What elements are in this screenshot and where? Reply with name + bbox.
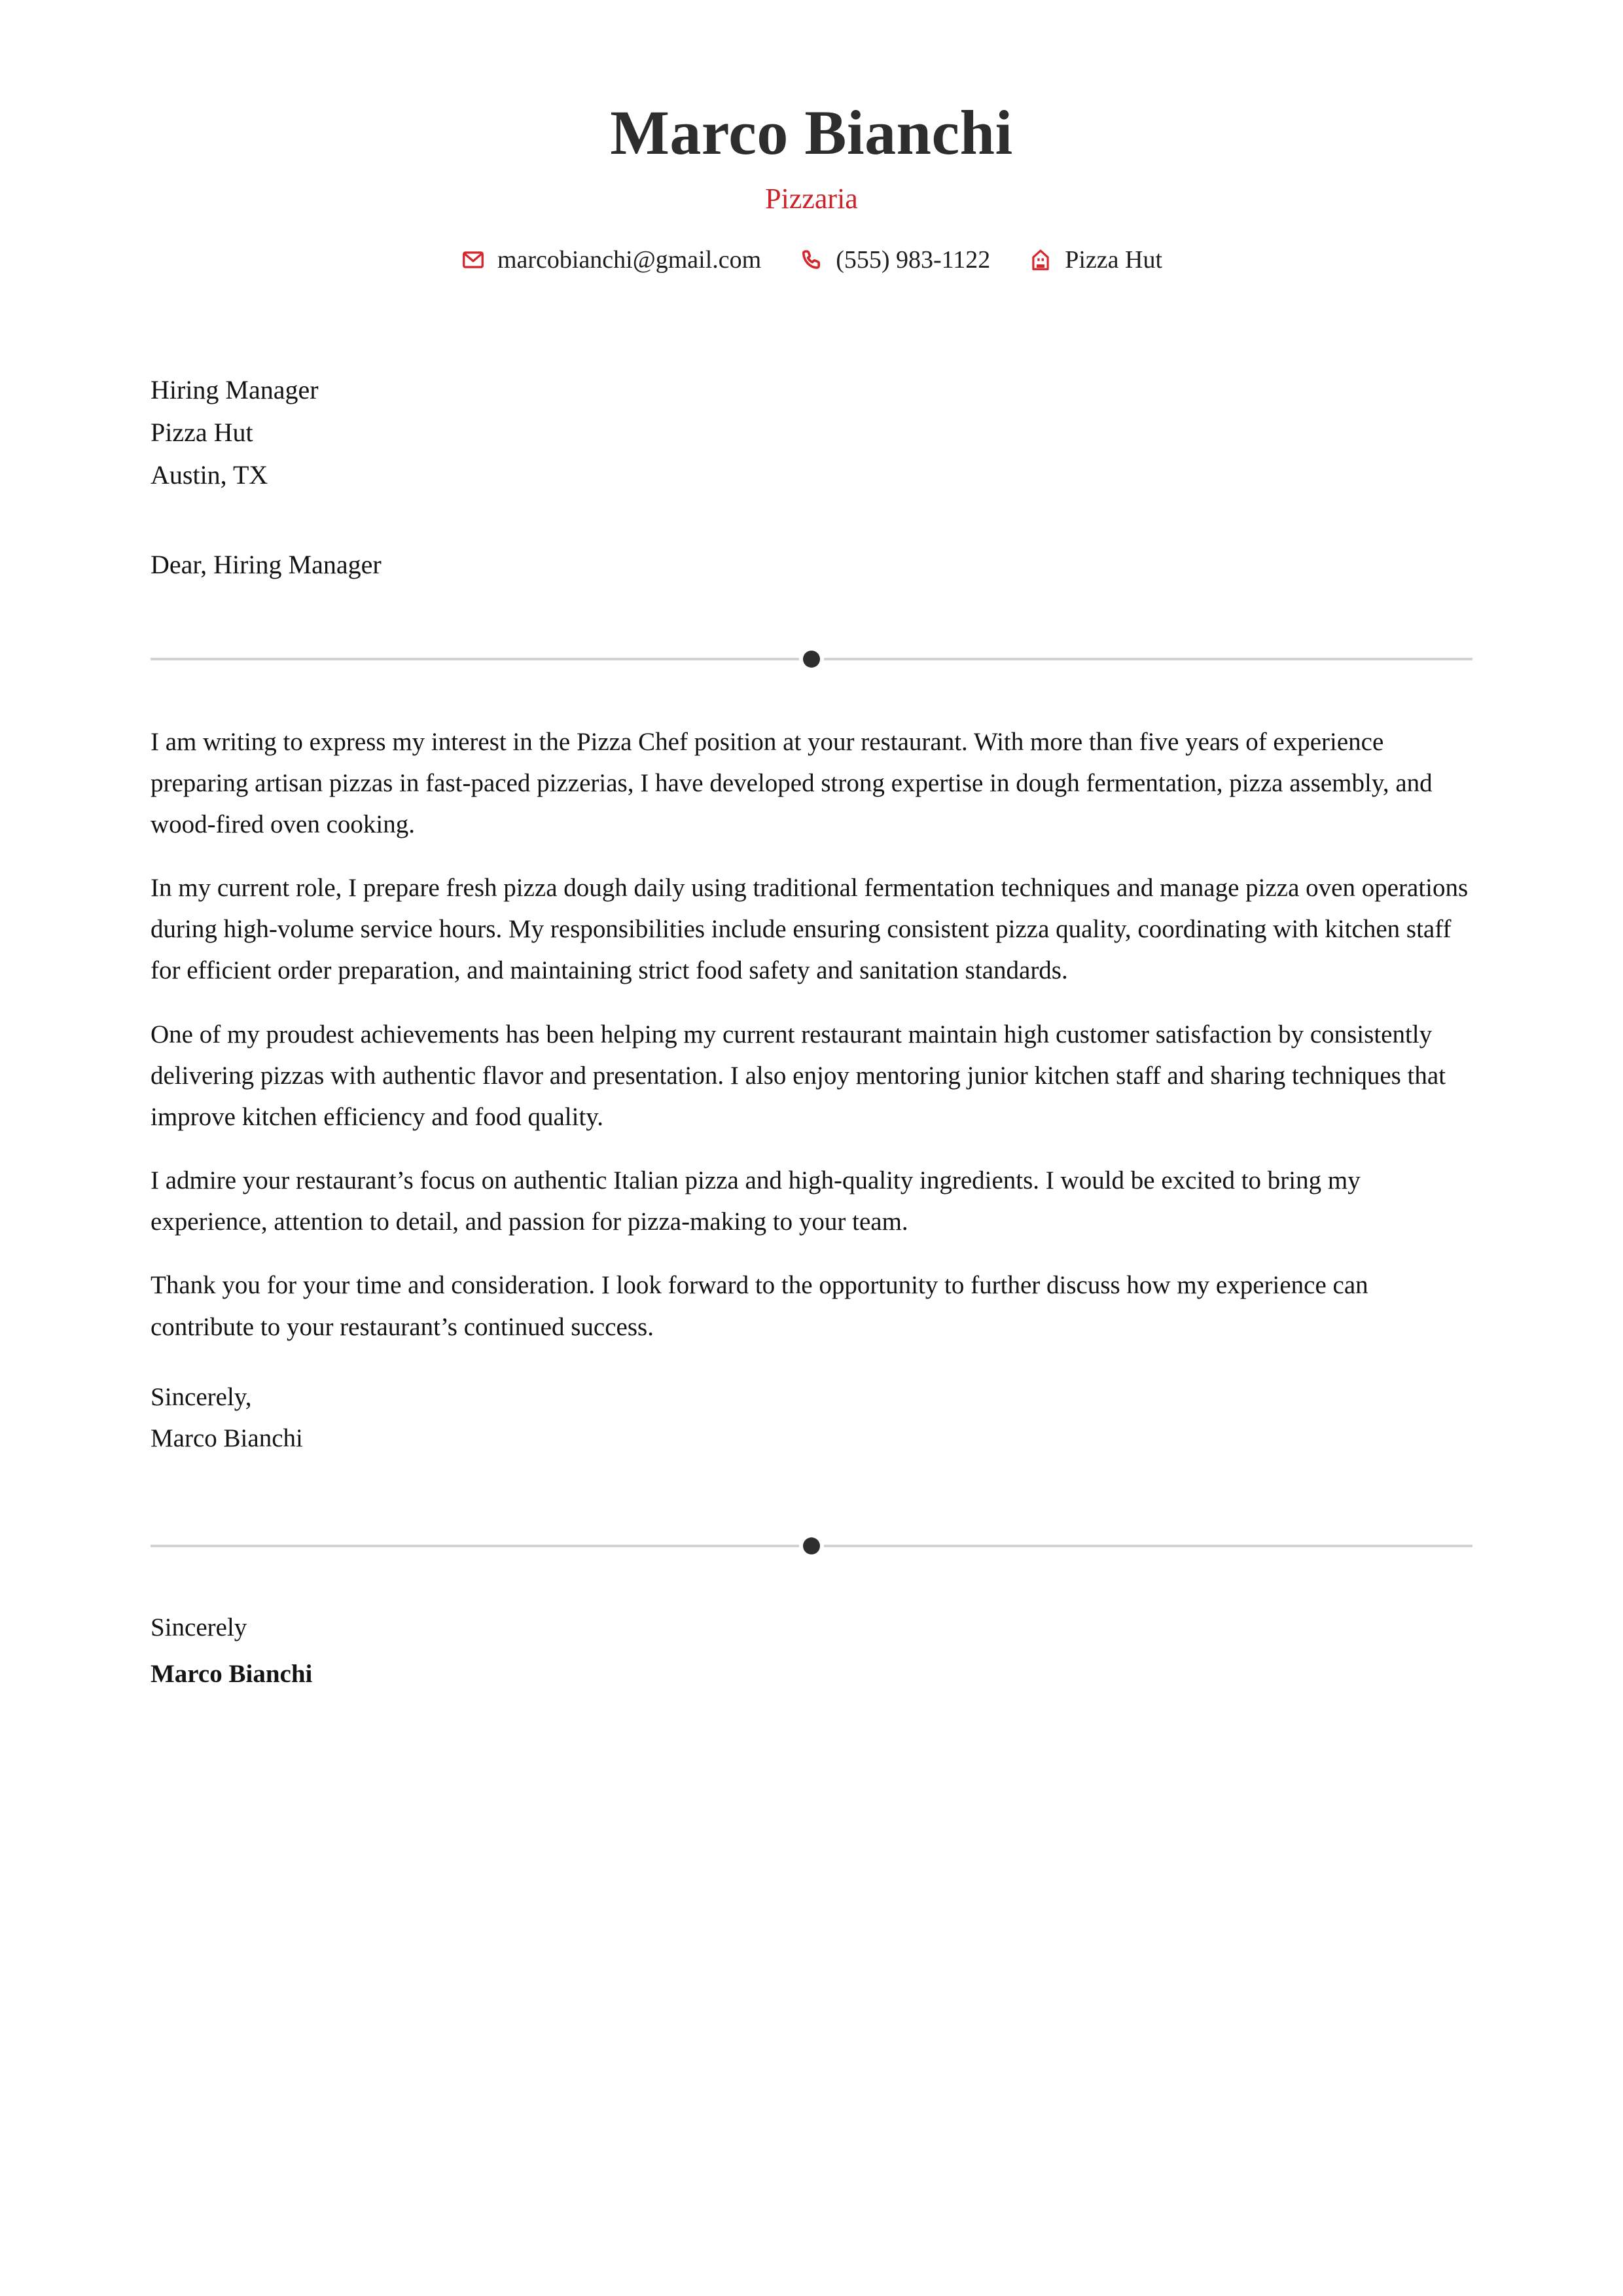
footer-signature-block xyxy=(151,1607,1472,1695)
recipient-line-3: Austin, TX xyxy=(151,459,268,490)
contact-email-value: marcobianchi@gmail.com xyxy=(497,246,762,274)
divider-rule-right xyxy=(824,1545,1472,1547)
page-title: Marco Bianchi xyxy=(610,98,1013,168)
building-icon xyxy=(1028,247,1053,272)
body-paragraph: I am writing to express my interest in the Pizza Chef position at your restaurant. With more than five years of experience preparing artisan pizzas in fast-paced pizzerias, I have developed strong expertise in dough fermentation, pizza assembly, and wood-fired oven cooking. xyxy=(151,727,1433,838)
divider-dot xyxy=(803,1537,820,1554)
signoff-name: Marco Bianchi xyxy=(151,1424,303,1452)
phone-icon xyxy=(799,247,824,272)
divider-bottom xyxy=(151,1536,1472,1556)
divider-dot xyxy=(803,651,820,668)
recipient-line-1: Hiring Manager xyxy=(151,375,319,405)
contact-phone[interactable] xyxy=(799,247,990,272)
letter-body xyxy=(151,721,1472,1460)
footer-name: Marco Bianchi xyxy=(151,1660,313,1689)
email-icon xyxy=(461,247,486,272)
letter-header xyxy=(151,0,1472,272)
job-role-subtitle: Pizzaria xyxy=(765,182,858,215)
body-paragraph: Thank you for your time and consideration. I look forward to the opportunity to further discuss how my experience can contribute to your restaurant’s continued success. xyxy=(151,1271,1368,1341)
recipient-line-2: Pizza Hut xyxy=(151,418,253,448)
divider-rule-left xyxy=(151,658,799,660)
body-paragraph: One of my proudest achievements has been helping my current restaurant maintain high customer satisfaction by consistently delivering pizzas with authentic flavor and presentation. I also enjoy mentoring junior kitchen staff and sharing techniques that improve kitchen efficiency and food quality. xyxy=(151,1020,1446,1131)
divider-top xyxy=(151,649,1472,669)
signoff-block xyxy=(151,1376,1472,1459)
salutation: Dear, Hiring Manager xyxy=(151,549,382,579)
divider-rule-right xyxy=(824,658,1472,660)
body-paragraph: In my current role, I prepare fresh pizza dough daily using traditional fermentation techniques and manage pizza oven operations during high-volume service hours. My responsibilities include ensuring consistent pizza quality, coordinating with kitchen staff for efficient order preparation, and maintaining strict food safety and sanitation standards. xyxy=(151,874,1469,985)
contact-company[interactable] xyxy=(1028,247,1162,272)
contact-phone-value: (555) 983-1122 xyxy=(836,246,991,274)
signoff-closing: Sincerely, xyxy=(151,1382,252,1411)
footer-closing: Sincerely xyxy=(151,1613,247,1642)
contact-company-value: Pizza Hut xyxy=(1065,246,1163,274)
contact-email[interactable] xyxy=(461,247,761,272)
recipient-block xyxy=(151,369,1472,586)
body-paragraph: I admire your restaurant’s focus on authentic Italian pizza and high-quality ingredients. I would be excited to bring my experience, attention to detail, and passion for pizza-making to your team. xyxy=(151,1166,1361,1236)
divider-rule-left xyxy=(151,1545,799,1547)
contact-row xyxy=(151,247,1472,272)
